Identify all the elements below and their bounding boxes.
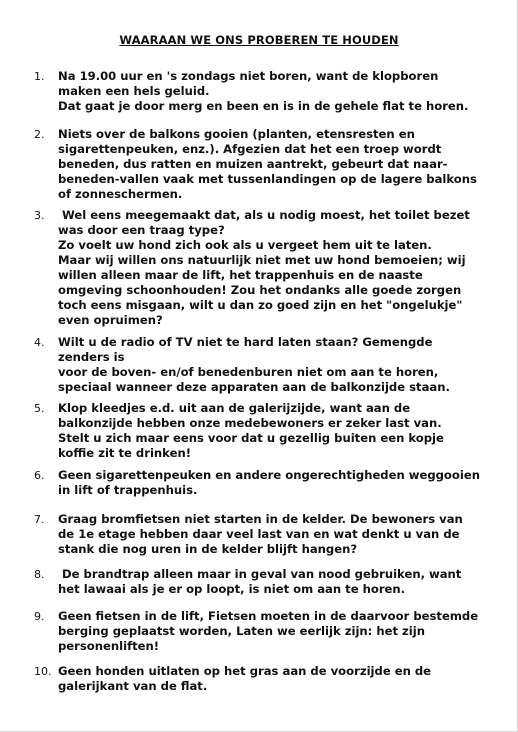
rule-number: 10. [34, 665, 52, 678]
rule-text-line: willen alleen maar de lift, het trappenhuis en de naaste [58, 268, 423, 282]
rule-text-line: zenders is [58, 350, 125, 364]
rule-text-line: omgeving schoonhouden! Zou het ondanks alle goede zorgen [58, 283, 462, 297]
rule-text-line: Dat gaat je door merg en been en is in de gehele flat te horen. [58, 99, 469, 113]
rule-text [58, 69, 478, 114]
rule-text-line: Geen sigarettenpeuken en andere ongerechtigheden weggooien [58, 468, 480, 482]
rule-text-line: beneden-vallen vaak met tussenlandingen op de lagere balkons [58, 172, 477, 186]
rule-text [58, 664, 478, 694]
rule-text-line: galerijkant van de flat. [58, 679, 208, 693]
rule-text-line: Klop kleedjes e.d. uit aan de galerijzijde, want aan de [58, 401, 411, 415]
rule-text-line: Geen honden uitlaten op het gras aan de voorzijde en de [58, 664, 432, 678]
rule-text-line: Wel eens meegemaakt dat, als u nodig moest, het toilet bezet [58, 208, 470, 222]
rule-number: 7. [34, 513, 45, 526]
rule-text-line: De brandtrap alleen maar in geval van nood gebruiken, want [58, 567, 462, 581]
rule-text-line: maken een hels geluid. [58, 84, 210, 98]
rule-text-line: even opruimen? [58, 313, 163, 327]
rule-text-line: Wilt u de radio of TV niet te hard laten staan? Gemengde [58, 335, 433, 349]
rule-text-line: de 1e etage hebben daar veel last van en wat denkt u van de [58, 527, 460, 541]
document-title: WAARAAN WE ONS PROBEREN TE HOUDEN [119, 33, 399, 47]
rule-text-line: balkonzijde hebben onze medebewoners er zeker last van. [58, 416, 442, 430]
rule-text [58, 609, 478, 654]
rule-text-line: Geen fietsen in de lift, Fietsen moeten in de daarvoor bestemde [58, 609, 479, 623]
rule-text-line: toch eens misgaan, wilt u dan zo goed zijn en het "ongelukje" [58, 298, 463, 312]
rule-number: 6. [34, 469, 45, 482]
rule-text-line: Niets over de balkons gooien (planten, etensresten en [58, 127, 415, 141]
rule-number: 9. [34, 610, 45, 623]
rule-number: 3. [34, 209, 45, 222]
rule-number: 5. [34, 402, 45, 415]
rule-text [58, 401, 478, 461]
rule-text [58, 335, 478, 395]
rule-text-line: sigarettenpeuken, enz.). Afgezien dat het een troep wordt [58, 142, 442, 156]
rule-text [58, 208, 478, 328]
rule-number: 1. [34, 70, 45, 83]
rule-text-line: stank die nog uren in de kelder blijft hangen? [58, 542, 358, 556]
rule-text-line: Stelt u zich maar eens voor dat u gezellig buiten een kopje [58, 431, 444, 445]
rule-text-line: was door een traag type? [58, 223, 225, 237]
rule-number: 8. [34, 568, 45, 581]
rule-text [58, 512, 478, 557]
rule-text-line: speciaal wanneer deze apparaten aan de balkonzijde staan. [58, 380, 450, 394]
rule-text-line: voor de boven- en/of benedenburen niet om aan te horen, [58, 365, 439, 379]
rule-text-line: het lawaai als je er op loopt, is niet om aan te horen. [58, 582, 406, 596]
rule-text-line: beneden, dus ratten en muizen aantrekt, gebeurt dat naar- [58, 157, 448, 171]
rule-text-line: Graag bromfietsen niet starten in de kelder. De bewoners van [58, 512, 463, 526]
rule-text-line: berging geplaatst worden, Laten we eerlijk zijn: het zijn [58, 624, 425, 638]
rule-number: 2. [34, 128, 45, 141]
rule-text-line: of zonneschermen. [58, 187, 183, 201]
rule-text-line: Maar wij willen ons natuurlijk niet met uw hond bemoeien; wij [58, 253, 466, 267]
rule-text-line: personenliften! [58, 639, 160, 653]
rule-text [58, 567, 478, 597]
rule-text-line: koffie zit te drinken! [58, 446, 191, 460]
rule-text-line: Na 19.00 uur en 's zondags niet boren, want de klopboren [58, 69, 439, 83]
rule-number: 4. [34, 336, 45, 349]
rule-text [58, 127, 478, 202]
rule-text [58, 468, 478, 498]
rule-text-line: Zo voelt uw hond zich ook als u vergeet hem uit te laten. [58, 238, 432, 252]
rule-text-line: in lift of trappenhuis. [58, 483, 198, 497]
